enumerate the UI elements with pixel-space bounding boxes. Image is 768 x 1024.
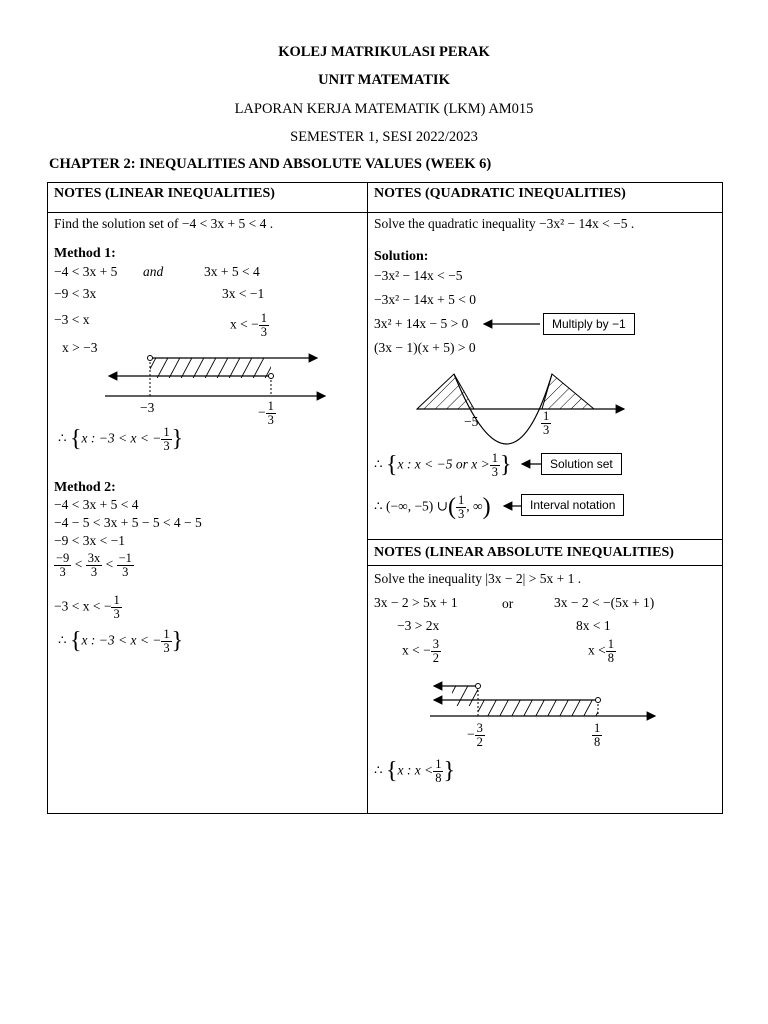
quad-step3: 3x² + 14x − 5 > 0: [374, 316, 469, 331]
paren-close: ): [482, 494, 491, 521]
numerator: 3x: [87, 551, 101, 565]
abs-solution-set: [374, 758, 455, 785]
denominator: 3: [491, 465, 498, 480]
m2-line5: [54, 594, 122, 621]
quad-step2: −3x² − 14x + 5 < 0: [374, 292, 477, 307]
absolute-number-line: [430, 678, 660, 728]
interval-infinity: , ∞: [466, 498, 483, 514]
denominator: 3: [90, 565, 98, 580]
fraction-three-halves: [475, 722, 485, 749]
therefore-symbol: ∴: [58, 632, 67, 648]
numerator: 1: [260, 311, 267, 325]
set-body: x : x < −5 or x >: [397, 456, 490, 472]
fraction-neg1-3: [117, 552, 134, 579]
abs-case2-line3-text: x <: [588, 642, 606, 658]
abs-case1-line1: 3x − 2 > 5x + 1: [374, 595, 458, 610]
denominator: 3: [267, 413, 274, 428]
m2-solution-set: [58, 628, 183, 655]
unit-title: UNIT MATEMATIK: [318, 72, 450, 88]
fraction-neg9-3: [54, 552, 71, 579]
m1-and: and: [143, 264, 164, 279]
numerator: 1: [163, 627, 170, 641]
numerator: 1: [594, 721, 601, 735]
m2-line5-text: −3 < x < −: [54, 598, 112, 614]
axis-label-minus-one-third: [258, 400, 276, 427]
abs-or: or: [502, 596, 514, 611]
shaded-left-region: [417, 374, 474, 409]
semester-title: SEMESTER 1, SESI 2022/2023: [290, 129, 478, 145]
quad-step4: (3x − 1)(x + 5) > 0: [374, 340, 476, 355]
method1-label: Method 1:: [54, 246, 116, 261]
abs-case2-line3: [588, 638, 616, 665]
parabola-sketch: [412, 364, 637, 454]
m2-line4: [54, 552, 134, 579]
denominator: 3: [113, 607, 120, 622]
fraction-one-third: [266, 400, 276, 427]
axis-label-minus3: −3: [140, 400, 155, 415]
denominator: 8: [594, 735, 601, 750]
fraction-one-eighth: [592, 722, 602, 749]
shaded-overlap-region: [478, 700, 598, 716]
m1-line1-left: −4 < 3x + 5: [54, 264, 118, 279]
fraction-one-third: [161, 426, 171, 453]
paren-open: (: [448, 494, 456, 521]
denominator: 8: [435, 771, 442, 786]
denominator: 2: [476, 735, 483, 750]
callout-solution-set: Solution set: [541, 453, 622, 475]
fraction-3x-3: [86, 552, 103, 579]
fraction-one-third: [111, 594, 121, 621]
brace-open: {: [385, 758, 398, 785]
linear-number-line: [105, 352, 330, 427]
numerator: 1: [113, 593, 120, 607]
fraction-three-halves: [431, 638, 441, 665]
quad-step1: −3x² − 14x < −5: [374, 268, 463, 283]
numerator: −1: [118, 551, 132, 565]
therefore-symbol: ∴: [374, 456, 383, 472]
denominator: 3: [122, 565, 129, 580]
set-body: x : −3 < x < −: [81, 430, 162, 446]
numerator: 1: [543, 409, 550, 423]
denominator: 3: [458, 507, 465, 522]
abs-case1-line2: −3 > 2x: [397, 618, 440, 633]
m1-line2-left: −9 < 3x: [54, 286, 97, 301]
m1-line2-right: 3x < −1: [222, 286, 265, 301]
college-title: KOLEJ MATRIKULASI PERAK: [278, 44, 490, 60]
fraction-one-third: [541, 410, 551, 437]
brace-open: {: [69, 426, 82, 453]
m2-line3: −9 < 3x < −1: [54, 533, 125, 548]
denominator: 3: [543, 423, 550, 438]
m1-line3-right-text: x < −: [230, 316, 259, 332]
absolute-heading: NOTES (LINEAR ABSOLUTE INEQUALITIES): [374, 545, 674, 560]
chapter-title: CHAPTER 2: INEQUALITIES AND ABSOLUTE VALUES (WEEK 6): [49, 156, 492, 172]
less-than: <: [105, 556, 114, 572]
m1-line3-right: [230, 312, 269, 339]
set-body: x : −3 < x < −: [81, 632, 162, 648]
denominator: 3: [59, 565, 66, 580]
numerator: −9: [56, 551, 70, 565]
brace-close: }: [443, 758, 455, 785]
abs-case2-line2: 8x < 1: [576, 618, 611, 633]
quadratic-question: Solve the quadratic inequality −3x² − 14x < −5 .: [374, 216, 635, 231]
absolute-question: Solve the inequality |3x − 2| > 5x + 1 .: [374, 571, 582, 586]
m2-line2: −4 − 5 < 3x + 5 − 5 < 4 − 5: [54, 515, 202, 530]
linear-question: Find the solution set of −4 < 3x + 5 < 4 .: [54, 216, 274, 231]
open-dot-minus-one-third: [269, 374, 274, 379]
abs-case1-line3-text: x < −: [402, 642, 431, 658]
less-than: <: [74, 556, 83, 572]
solution-label: Solution:: [374, 249, 429, 264]
minus-sign: −: [467, 726, 475, 742]
fraction-one-third: [456, 494, 466, 521]
open-dot-one-eighth: [596, 698, 601, 703]
axis-label-one-eighth: [592, 722, 602, 749]
fraction-one-third: [259, 312, 269, 339]
open-dot-minus-three-halves: [476, 684, 481, 689]
arrow-to-multiply-callout: [480, 317, 544, 331]
fraction-one-third: [161, 628, 171, 655]
abs-case1-line3: [402, 638, 441, 665]
numerator: 1: [607, 637, 614, 651]
therefore-symbol: ∴: [58, 430, 67, 446]
minus-sign: −: [258, 404, 266, 420]
numerator: 3: [476, 721, 483, 735]
shaded-region: [150, 358, 271, 378]
numerator: 1: [163, 425, 170, 439]
denominator: 8: [607, 651, 614, 666]
m1-solution-set: [58, 426, 183, 453]
content-cell-linear: [47, 212, 368, 814]
brace-open: {: [69, 628, 82, 655]
method2-label: Method 2:: [54, 480, 116, 495]
quadratic-heading: NOTES (QUADRATIC INEQUALITIES): [374, 186, 626, 201]
denominator: 3: [163, 439, 170, 454]
report-title: LAPORAN KERJA MATEMATIK (LKM) AM015: [234, 101, 534, 117]
set-body: x : x <: [397, 762, 434, 778]
m1-line3-left: −3 < x: [54, 312, 90, 327]
brace-close: }: [171, 628, 184, 655]
axis-label-one-third: [541, 410, 551, 437]
m2-line1: −4 < 3x + 5 < 4: [54, 497, 139, 512]
quad-solution-set: [374, 452, 511, 479]
axis-label-minus-three-halves: [467, 722, 485, 749]
interval-prefix: ∴ (−∞, −5) ∪: [374, 498, 448, 514]
therefore-symbol: ∴: [374, 762, 383, 778]
brace-open: {: [385, 452, 398, 479]
shaded-left-region: [452, 686, 478, 706]
linear-heading: NOTES (LINEAR INEQUALITIES): [54, 186, 275, 201]
fraction-one-eighth: [606, 638, 616, 665]
fraction-one-third: [490, 452, 500, 479]
numerator: 1: [491, 451, 498, 465]
m1-line1-right: 3x + 5 < 4: [204, 264, 260, 279]
abs-case2-line1: 3x − 2 < −(5x + 1): [554, 595, 655, 610]
callout-interval-notation: Interval notation: [521, 494, 624, 516]
brace-close: }: [171, 426, 184, 453]
brace-close: }: [499, 452, 512, 479]
open-dot-minus3: [148, 356, 153, 361]
quad-interval: [374, 494, 491, 521]
numerator: 1: [458, 493, 465, 507]
callout-multiply: Multiply by −1: [543, 313, 635, 335]
axis-label-minus5: −5: [464, 414, 479, 429]
numerator: 3: [432, 637, 439, 651]
m1-line4: x > −3: [62, 340, 98, 355]
numerator: 1: [267, 399, 274, 413]
numerator: 1: [435, 757, 442, 771]
fraction-one-eighth: [433, 758, 443, 785]
denominator: 2: [432, 651, 439, 666]
denominator: 3: [163, 641, 170, 656]
denominator: 3: [260, 325, 267, 340]
